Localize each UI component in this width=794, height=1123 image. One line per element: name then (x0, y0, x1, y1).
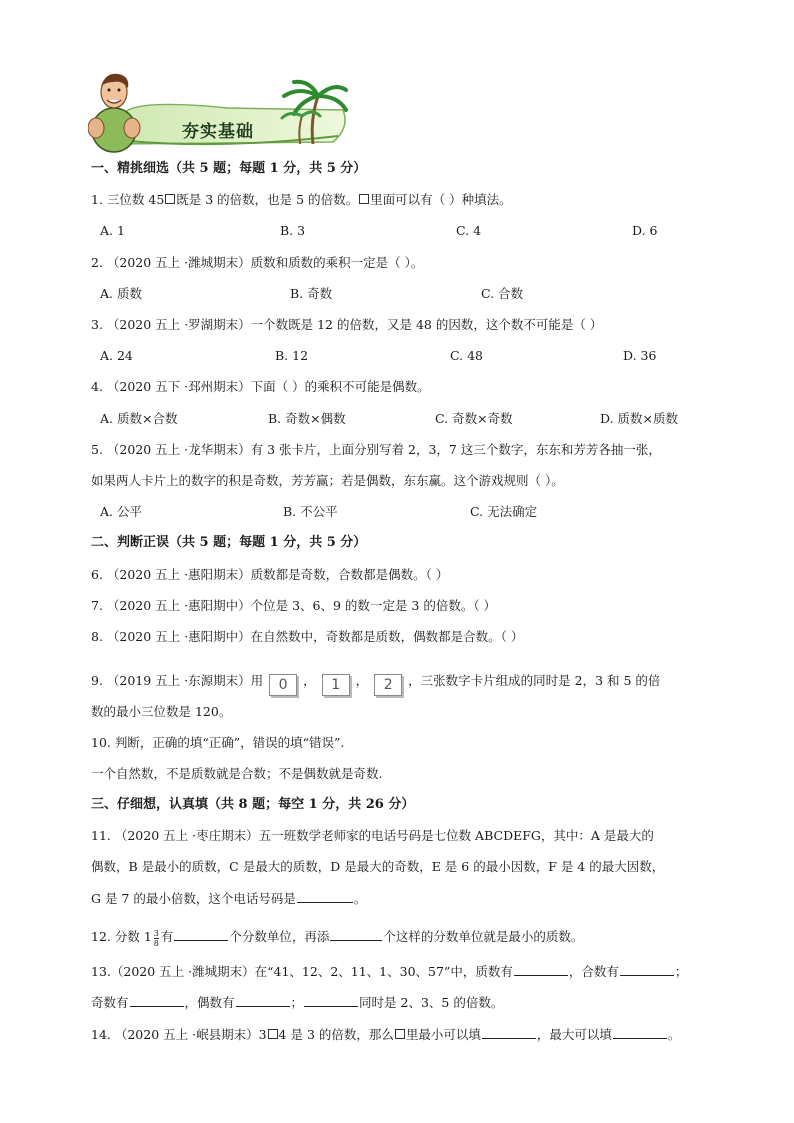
option-a[interactable]: A. 质数×合数 (100, 411, 178, 426)
question-9-line-2: 数的最小三位数是 120。 (91, 704, 232, 719)
option-a[interactable]: A. 24 (100, 348, 133, 363)
option-a[interactable]: A. 质数 (100, 286, 142, 301)
option-c[interactable]: C. 4 (456, 223, 482, 238)
question-1-options (100, 222, 700, 240)
question-11-line-2: 偶数，B 是最小的质数，C 是最大的质数，D 是最大的奇数，E 是 6 的最小因数，F 是 4 的最大因数， (91, 859, 665, 874)
answer-blank[interactable] (297, 889, 353, 903)
option-b[interactable]: B. 3 (280, 223, 306, 238)
fraction: $\frac{3}{8}$ (153, 929, 159, 948)
question-13-line-2: 奇数有 ，偶数有 ； 同时是 2、3、5 的倍数。 (91, 995, 504, 1010)
question-12: 12. 分数 1 $\frac{3}{8}$ 有 个分数单位，再添 个这样的分数单位就是最小的质数。 (91, 929, 584, 948)
question-11-line-3: G 是 7 的最小倍数，这个电话号码是 。 (91, 891, 367, 906)
question-2-options (100, 285, 700, 303)
answer-blank[interactable] (620, 962, 674, 976)
digit-card-1: 1 (322, 674, 350, 696)
option-b[interactable]: B. 奇数 (290, 286, 333, 301)
answer-blank[interactable] (330, 927, 382, 941)
blank-box-icon (359, 194, 369, 204)
blank-box-icon (268, 1029, 278, 1039)
option-d[interactable]: D. 36 (623, 348, 657, 363)
question-4-options (100, 410, 700, 428)
question-14: 14. （2020 五上 ·岷县期末）3 4 是 3 的倍数，那么 里最小可以填 ，最大可以填 。 (91, 1027, 681, 1042)
question-11-line-1: 11. （2020 五上 ·枣庄期末）五一班数学老师家的电话号码是七位数 ABCDEFG，其中：A 是最大的 (91, 828, 654, 843)
option-c[interactable]: C. 无法确定 (470, 504, 538, 519)
question-7: 7. （2020 五上 ·惠阳期中）个位是 3、6、9 的数一定是 3 的倍数。（ ） (91, 598, 497, 613)
question-5-line-1: 5. （2020 五上 ·龙华期末）有 3 张卡片，上面分别写着 2，3，7 这三个数字，东东和芳芳各抽一张， (91, 442, 661, 457)
question-10-line-1: 10. 判断，正确的填“正确”，错误的填“错误”. (91, 735, 345, 750)
question-10-line-2: 一个自然数，不是质数就是合数；不是偶数就是奇数. (91, 766, 383, 781)
option-b[interactable]: B. 不公平 (283, 504, 338, 519)
section-1-title: 一、精挑细选（共 5 题；每题 1 分，共 5 分） (91, 161, 367, 176)
question-5-options (100, 503, 700, 521)
answer-blank[interactable] (174, 927, 228, 941)
banner-title: 夯实基础 (182, 122, 254, 142)
question-8: 8. （2020 五上 ·惠阳期中）在自然数中，奇数都是质数，偶数都是合数。（ ） (91, 629, 524, 644)
blank-box-icon (165, 194, 175, 204)
option-c[interactable]: C. 奇数×奇数 (435, 411, 513, 426)
question-5-line-2: 如果两人卡片上的数字的积是奇数，芳芳赢；若是偶数，东东赢。这个游戏规则（ ）。 (91, 473, 564, 488)
section-2-title: 二、判断正误（共 5 题；每题 1 分，共 5 分） (91, 535, 367, 550)
question-2: 2. （2020 五上 ·潍城期末）质数和质数的乘积一定是（ ）。 (91, 255, 424, 270)
answer-blank[interactable] (304, 993, 358, 1007)
digit-card-2: 2 (374, 674, 402, 696)
option-d[interactable]: D. 6 (632, 223, 658, 238)
question-13-line-1: 13.（2020 五上 ·潍城期末）在“41、12、2、11、1、30、57”中，质数有 ，合数有 ； (91, 964, 688, 979)
answer-blank[interactable] (482, 1025, 536, 1039)
question-9-line-1: 9. （2019 五上 ·东源期末）用 0 ， 1 ， 2 ，三张数字卡片组成的同时是 2，3 和 5 的倍 (91, 672, 660, 696)
option-a[interactable]: A. 公平 (100, 504, 142, 519)
digit-card-0: 0 (269, 674, 297, 696)
question-6: 6. （2020 五上 ·惠阳期末）质数都是奇数，合数都是偶数。（ ） (91, 567, 449, 582)
section-3-title: 三、仔细想，认真填（共 8 题；每空 1 分，共 26 分） (91, 797, 415, 812)
answer-blank[interactable] (236, 993, 290, 1007)
option-d[interactable]: D. 质数×质数 (600, 411, 678, 426)
option-b[interactable]: B. 12 (275, 348, 309, 363)
option-b[interactable]: B. 奇数×偶数 (268, 411, 346, 426)
question-1: 1. 三位数 45 既是 3 的倍数，也是 5 的倍数。 里面可以有（ ）种填法。 (91, 192, 512, 207)
option-c[interactable]: C. 48 (450, 348, 483, 363)
blank-box-icon (395, 1029, 405, 1039)
answer-blank[interactable] (613, 1025, 667, 1039)
answer-blank[interactable] (514, 962, 568, 976)
question-3-options (100, 347, 700, 365)
question-3: 3. （2020 五上 ·罗湖期末）一个数既是 12 的倍数，又是 48 的因数，这个数不可能是（ ） (91, 317, 603, 332)
answer-blank[interactable] (130, 993, 184, 1007)
option-a[interactable]: A. 1 (100, 223, 125, 238)
option-c[interactable]: C. 合数 (481, 286, 524, 301)
question-4: 4. （2020 五下 ·邳州期末）下面（ ）的乘积不可能是偶数。 (91, 379, 430, 394)
